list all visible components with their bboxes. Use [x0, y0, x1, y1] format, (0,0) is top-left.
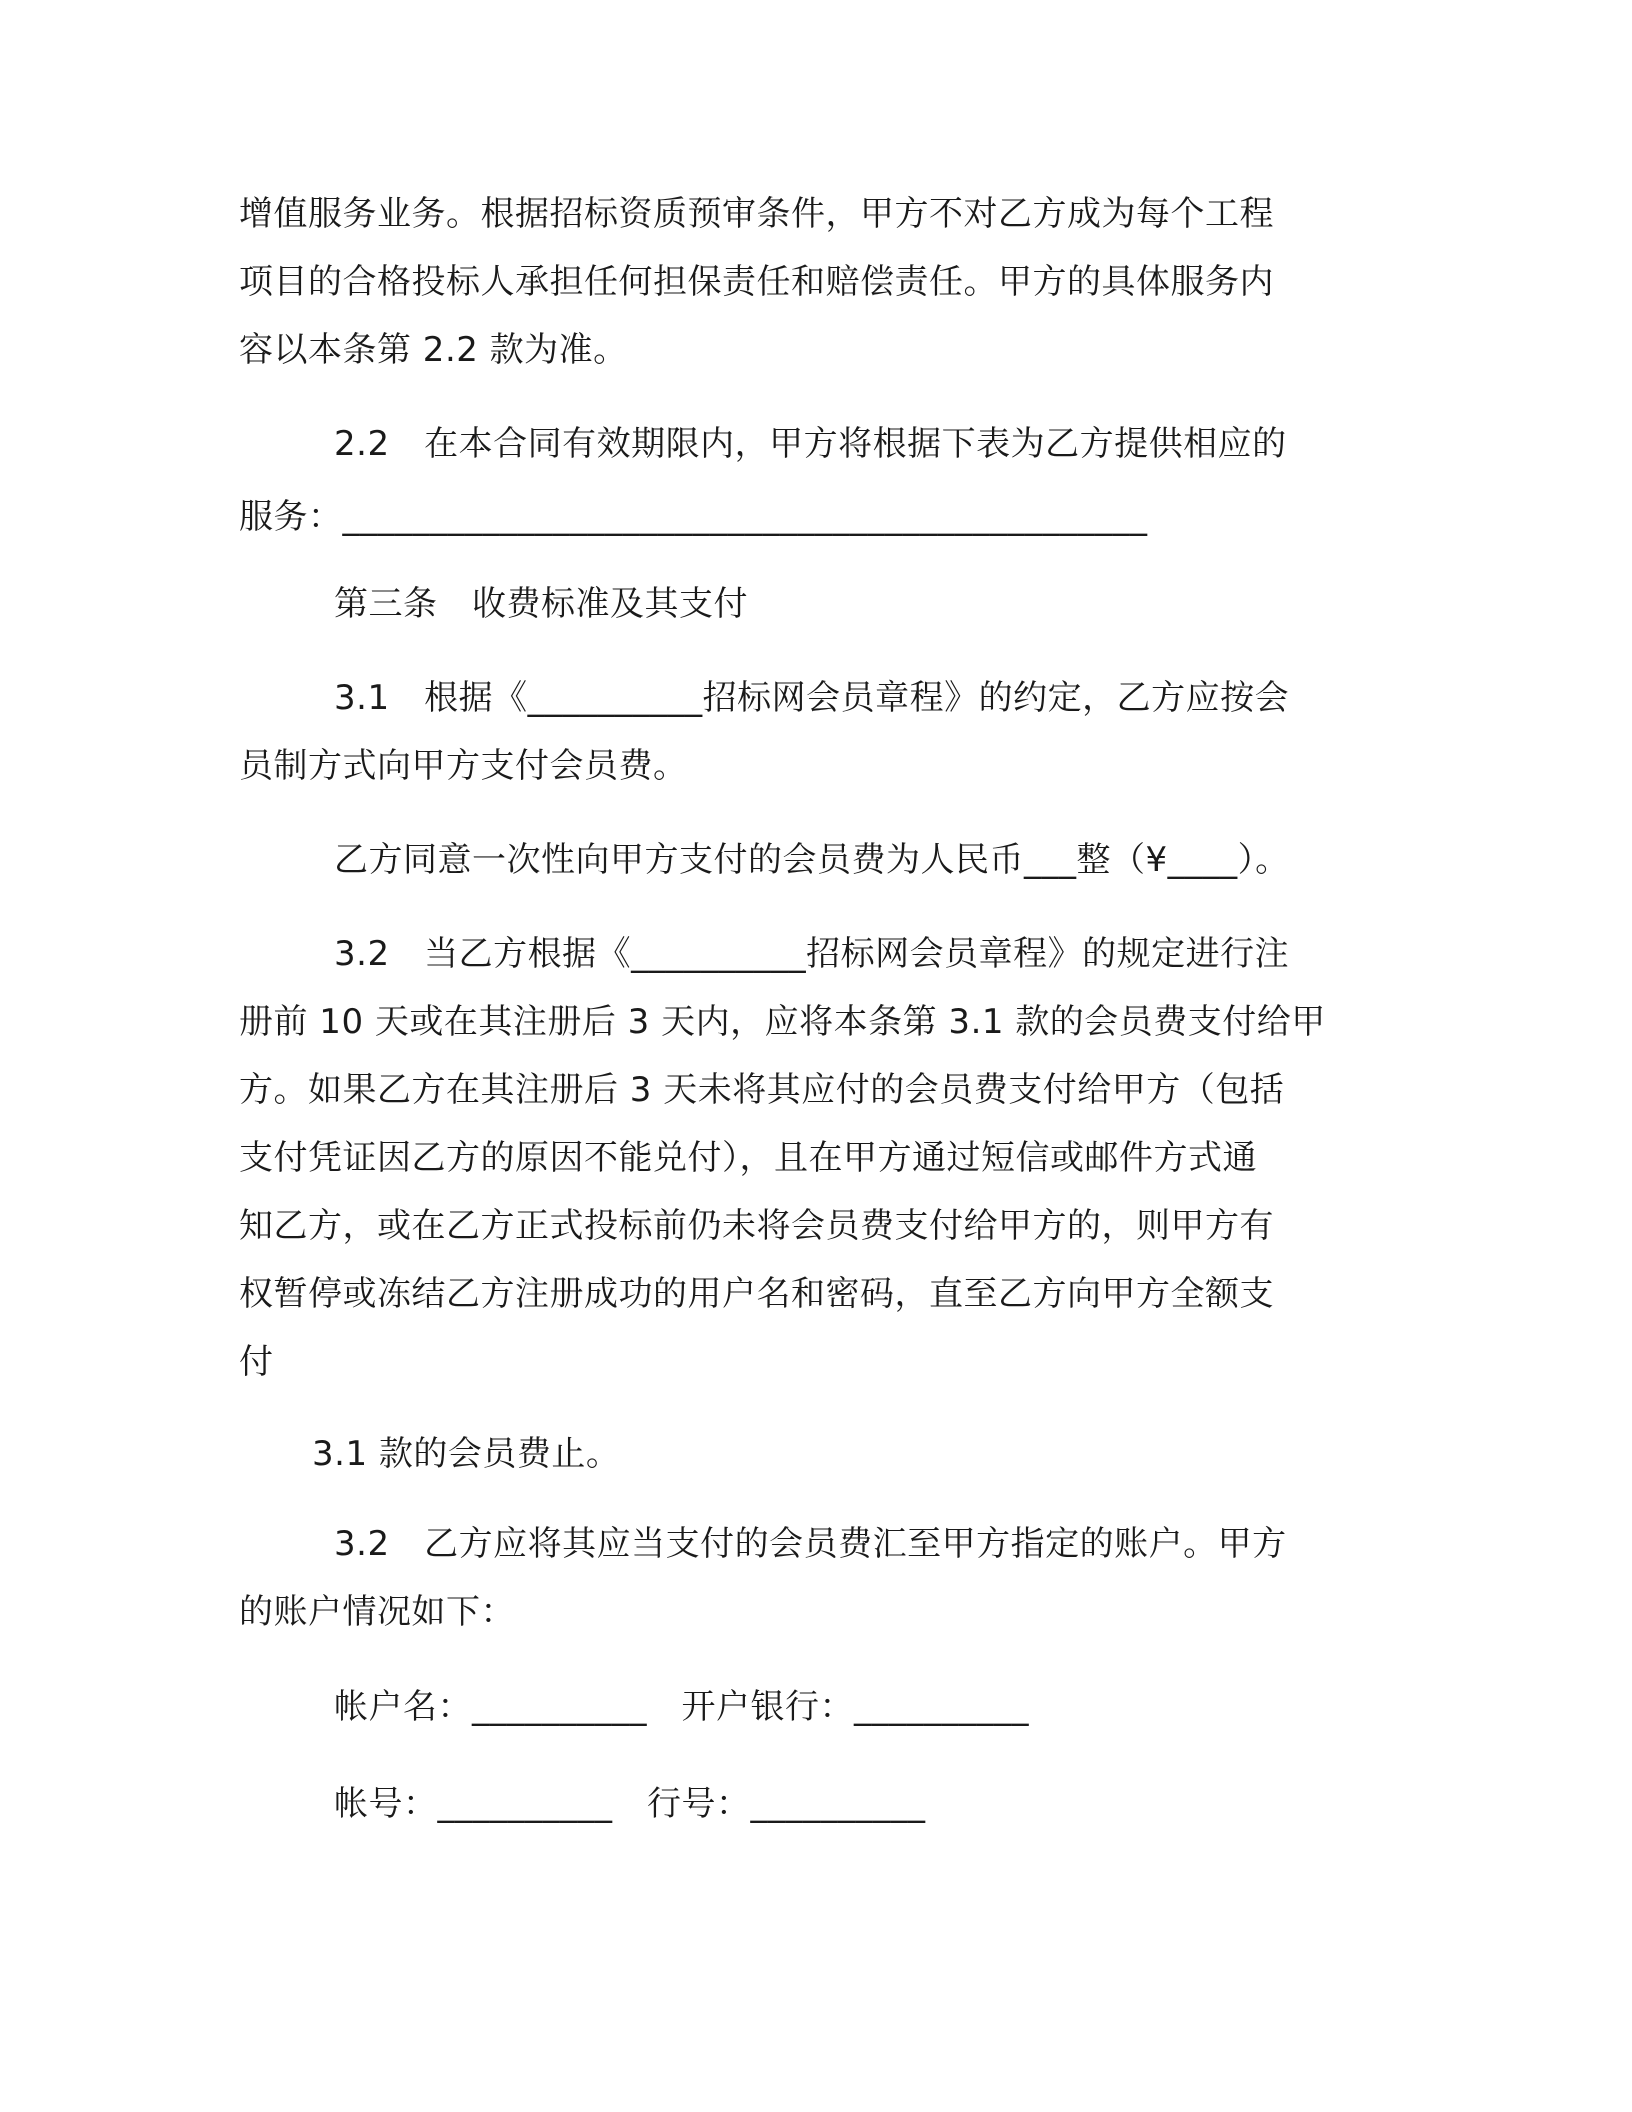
- text-line: 3.1 款的会员费止。: [312, 1434, 621, 1474]
- text-line: 员制方式向甲方支付会员费。: [239, 746, 688, 786]
- text-line: 方。如果乙方在其注册后 3 天未将其应付的会员费支付给甲方（包括: [239, 1070, 1285, 1110]
- text-line: 2.2 在本合同有效期限内，甲方将根据下表为乙方提供相应的: [334, 424, 1287, 464]
- text-line: 服务：______________________________________________: [239, 497, 1148, 537]
- text-line: 容以本条第 2.2 款为准。: [239, 330, 628, 370]
- text-line: 册前 10 天或在其注册后 3 天内，应将本条第 3.1 款的会员费支付给甲: [239, 1002, 1326, 1042]
- text-line: 增值服务业务。根据招标资质预审条件，甲方不对乙方成为每个工程: [239, 194, 1274, 234]
- account-name-row: 帐户名：__________ 开户银行：__________: [334, 1687, 1029, 1727]
- text-line: 3.2 当乙方根据《__________招标网会员章程》的规定进行注: [334, 934, 1290, 974]
- section-heading: 第三条 收费标准及其支付: [334, 584, 748, 624]
- text-line: 付: [239, 1342, 274, 1382]
- text-line: 乙方同意一次性向甲方支付的会员费为人民币___整（¥____）。: [334, 840, 1290, 880]
- text-line: 3.2 乙方应将其应当支付的会员费汇至甲方指定的账户。甲方: [334, 1524, 1287, 1564]
- account-number-row: 帐号：__________ 行号：__________: [334, 1784, 926, 1824]
- text-line: 知乙方，或在乙方正式投标前仍未将会员费支付给甲方的，则甲方有: [239, 1206, 1274, 1246]
- text-line: 支付凭证因乙方的原因不能兑付），且在甲方通过短信或邮件方式通: [239, 1138, 1257, 1178]
- text-line: 项目的合格投标人承担任何担保责任和赔偿责任。甲方的具体服务内: [239, 262, 1274, 302]
- text-line: 3.1 根据《__________招标网会员章程》的约定，乙方应按会: [334, 678, 1290, 718]
- text-line: 权暂停或冻结乙方注册成功的用户名和密码，直至乙方向甲方全额支: [239, 1274, 1274, 1314]
- text-line: 的账户情况如下：: [239, 1592, 515, 1632]
